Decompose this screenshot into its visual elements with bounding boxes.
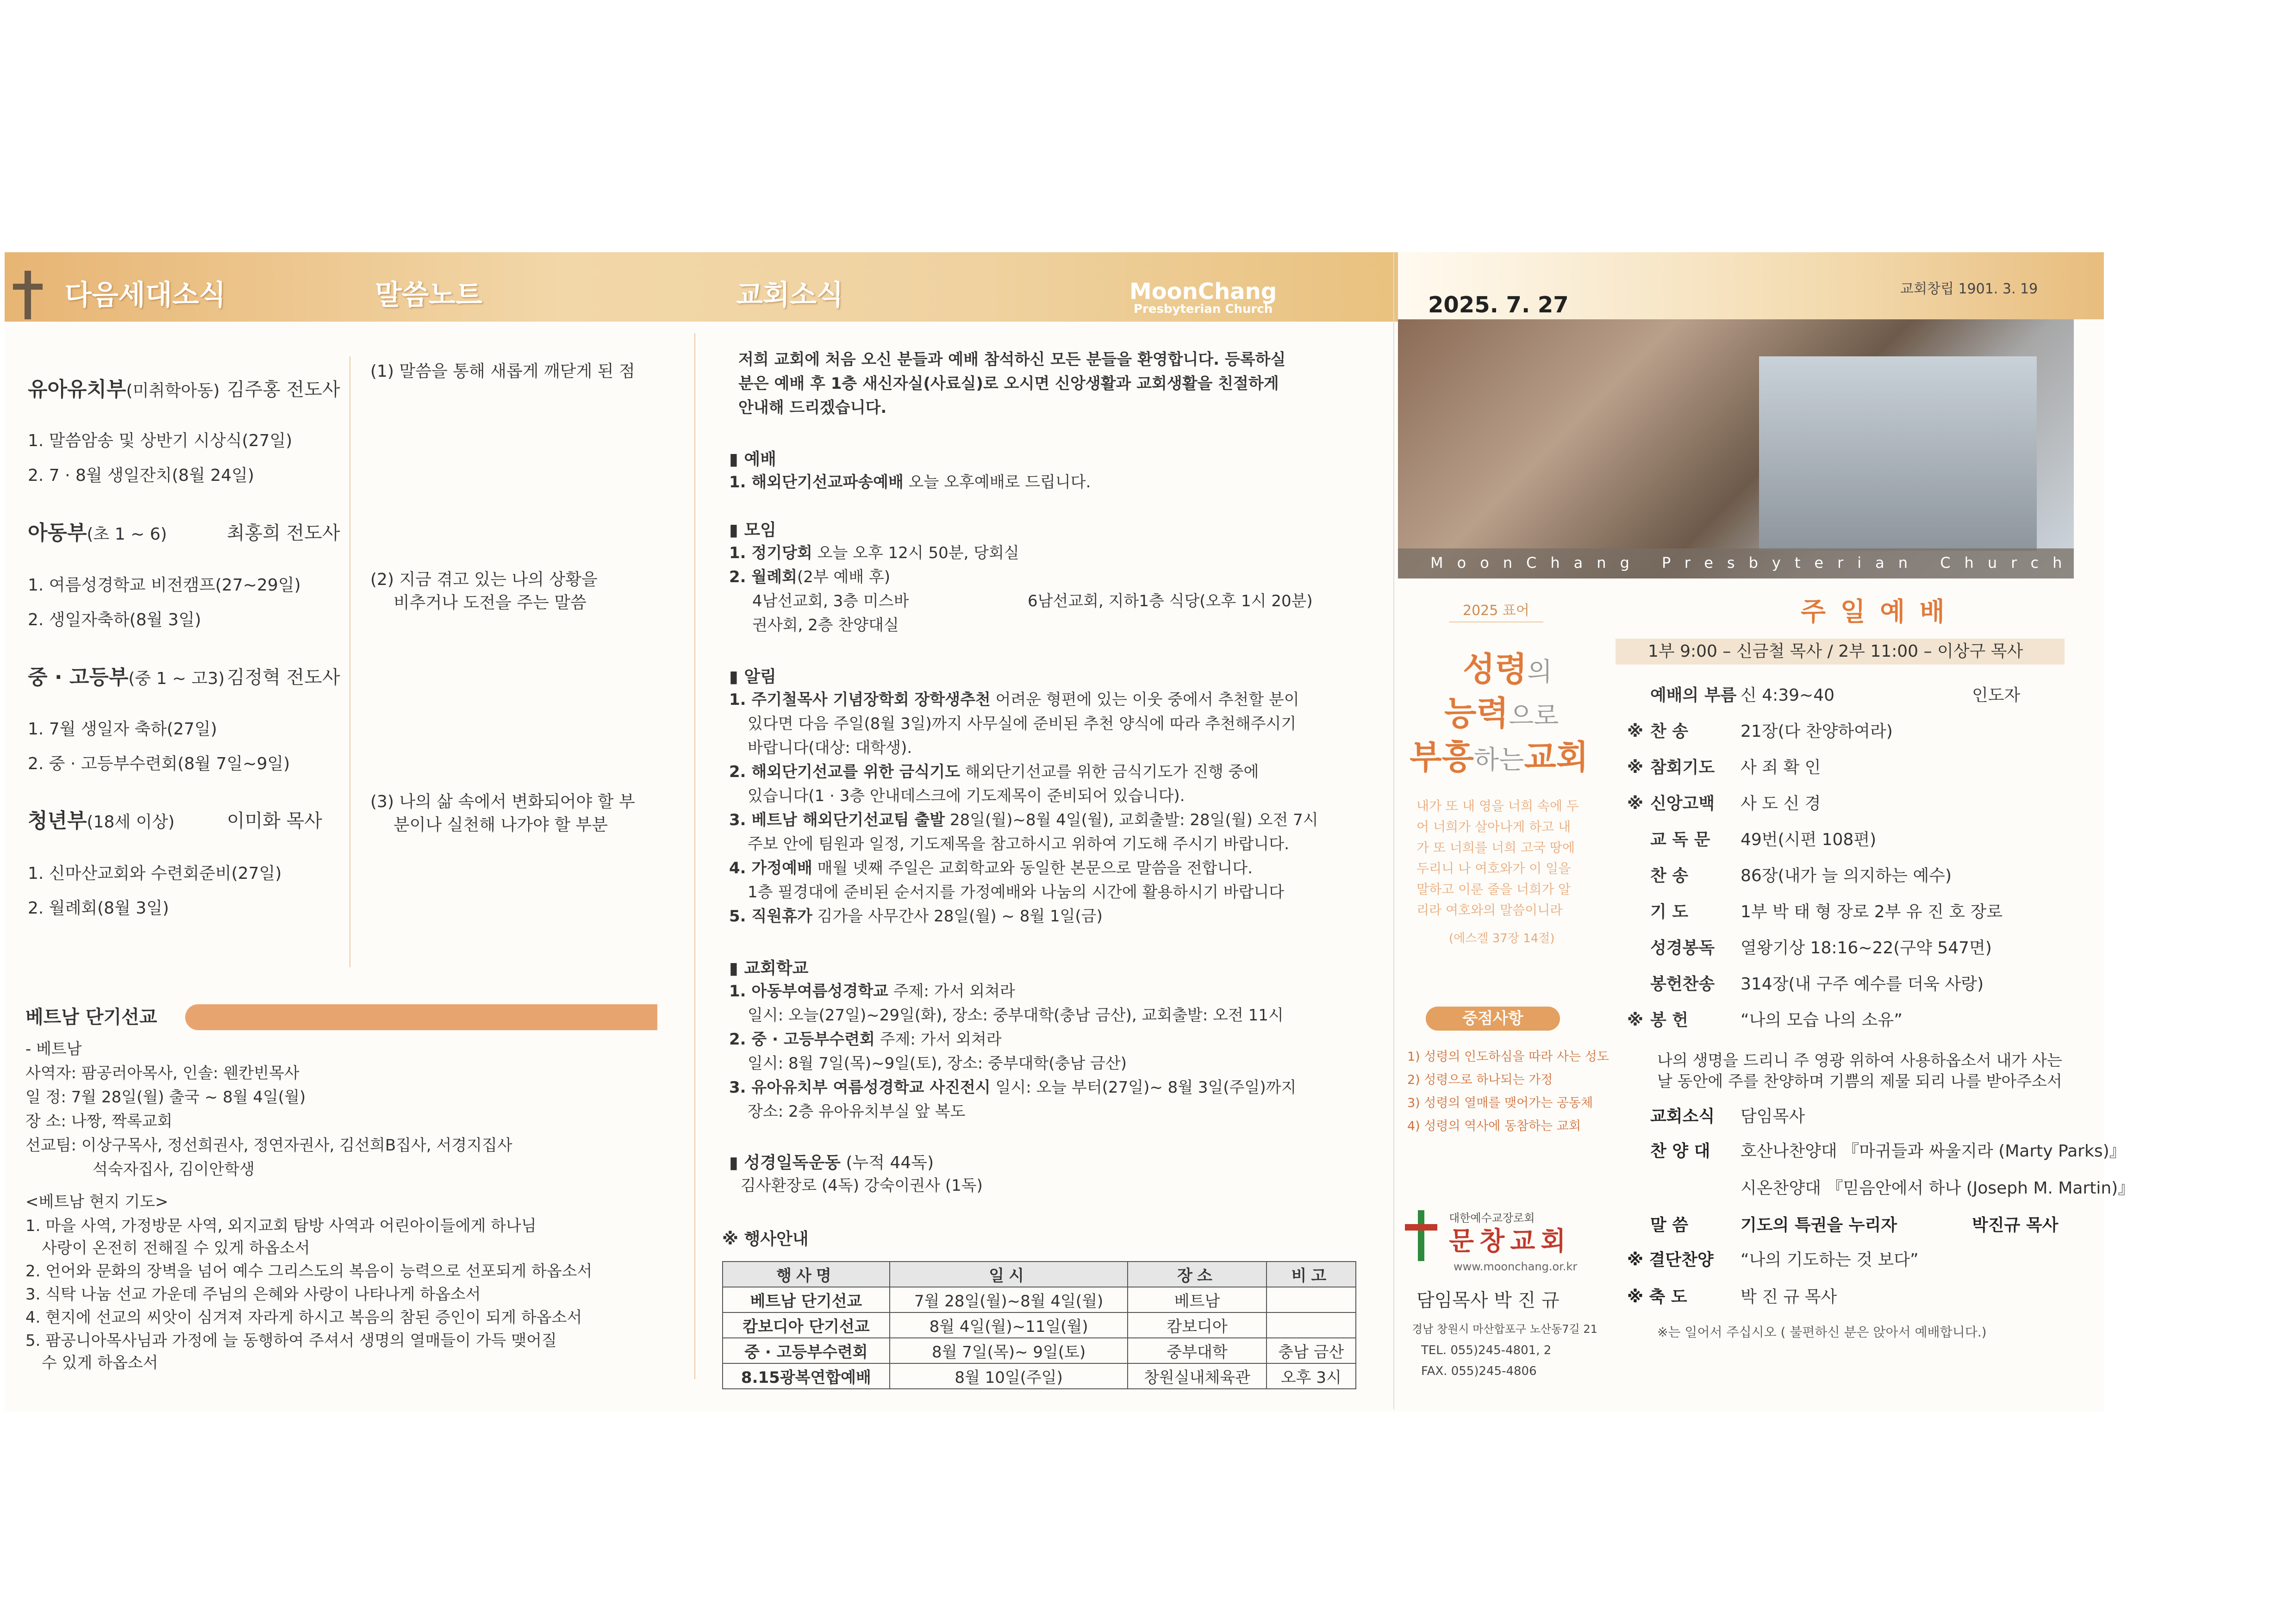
note-question: 분이나 실천해 나가야 할 부분 bbox=[393, 815, 608, 834]
church-news-title: 교회소식 bbox=[736, 279, 843, 311]
motto-line: 성령의 bbox=[1463, 650, 1553, 689]
order-value: 열왕기상 18:16~22(구약 547면) bbox=[1741, 939, 1992, 958]
order-label: 봉 헌 bbox=[1650, 1011, 1689, 1030]
news-item: 김사환장로 (4독) 강숙이권사 (1독) bbox=[741, 1176, 983, 1195]
section-leader: 김정혁 전도사 bbox=[227, 667, 340, 688]
news-heading: ▮ 교회학교 bbox=[729, 959, 809, 978]
news-item: 3. 베트남 해외단기선교팀 출발 28일(월)~8월 4일(월), 교회출발: 28일(월) 오전 7시 bbox=[729, 811, 1318, 829]
order-mark: ※ bbox=[1627, 722, 1643, 741]
prayer-item: 5. 팜공니아목사님과 가정에 늘 동행하여 주셔서 생명의 열매들이 가득 맺어질 bbox=[25, 1331, 557, 1350]
order-value: 신 4:39~40 bbox=[1741, 686, 1835, 705]
fold-divider bbox=[1393, 252, 1394, 1409]
order-mark: ※ bbox=[1627, 758, 1643, 777]
senior-pastor: 담임목사 박 진 규 bbox=[1416, 1290, 1560, 1311]
table-row bbox=[723, 1287, 1356, 1312]
news-item: 주보 안에 팀원과 일정, 기도제목을 참고하시고 위하여 기도해 주시기 바랍니다. bbox=[748, 835, 1289, 853]
list-item: 2. 생일자축하(8월 3일) bbox=[28, 610, 201, 629]
next-gen-title: 다음세대소식 bbox=[65, 279, 226, 311]
news-item: 1층 필경대에 준비된 순서지를 가정예배와 나눔의 시간에 활용하시기 바랍니다 bbox=[748, 883, 1285, 902]
founded-date: 교회창립 1901. 3. 19 bbox=[1900, 281, 2038, 297]
order-value: 314장(내 구주 예수를 더욱 사랑) bbox=[1741, 975, 1984, 994]
table-cell: 충남 금산 bbox=[1267, 1338, 1356, 1363]
events-heading: ※ 행사안내 bbox=[722, 1230, 809, 1249]
list-item: 1. 말씀암송 및 상반기 시상식(27일) bbox=[28, 431, 293, 450]
order-label: 봉헌찬송 bbox=[1650, 975, 1715, 994]
list-item: 1. 신마산교회와 수련회준비(27일) bbox=[28, 864, 282, 883]
news-heading: ▮ 알림 bbox=[729, 667, 776, 686]
list-item: 1. 여름성경학교 비전캠프(27~29일) bbox=[28, 576, 301, 595]
news-item: 권사회, 2층 찬양대실 bbox=[752, 616, 899, 634]
events-table bbox=[722, 1261, 1356, 1389]
news-heading: ▮ 예배 bbox=[729, 450, 776, 469]
vietnam-line: 선교팀: 이상구목사, 정선희권사, 정연자권사, 김선희B집사, 서경지집사 bbox=[25, 1136, 512, 1155]
table-cell: 캄보디아 단기선교 bbox=[723, 1312, 890, 1338]
motto-tag: 2025 표어 bbox=[1449, 604, 1543, 622]
order-label: 말 씀 bbox=[1650, 1216, 1689, 1235]
news-item: 있다면 다음 주일(8월 3일)까지 사무실에 준비된 추천 양식에 따라 추천해주시기 bbox=[748, 715, 1297, 733]
news-item: 일시: 8월 7일(목)~9일(토), 장소: 중부대학(충남 금산) bbox=[748, 1054, 1127, 1073]
column-divider bbox=[694, 333, 695, 1379]
table-cell: 8.15광복연합예배 bbox=[723, 1363, 890, 1389]
list-item: 1. 7월 생일자 축하(27일) bbox=[28, 720, 217, 739]
section-leader: 김주홍 전도사 bbox=[227, 379, 340, 400]
bulletin-date: 2025. 7. 27 bbox=[1428, 292, 1569, 318]
prayer-item: 사랑이 온전히 전해질 수 있게 하옵소서 bbox=[42, 1239, 310, 1257]
order-value: 담임목사 bbox=[1741, 1107, 1805, 1126]
news-item: 일시: 오늘(27일)~29일(화), 장소: 중부대학(충남 금산), 교회출발: 오전 11시 bbox=[748, 1006, 1284, 1025]
order-value: “나의 기도하는 것 보다” bbox=[1741, 1250, 1919, 1269]
vietnam-title: 베트남 단기선교 bbox=[25, 1007, 157, 1028]
church-fax: FAX. 055)245-4806 bbox=[1421, 1364, 1537, 1378]
news-heading: ▮ 모임 bbox=[729, 521, 776, 540]
table-header: 행사명 bbox=[723, 1262, 890, 1287]
worship-title: 주 일 예 배 bbox=[1801, 597, 1947, 627]
table-cell: 중 · 고등부수련회 bbox=[723, 1338, 890, 1363]
focus-item: 3) 성령의 열매를 맺어가는 공동체 bbox=[1407, 1096, 1593, 1110]
table-cell: 8월 7일(목)~ 9일(토) bbox=[890, 1338, 1128, 1363]
sermon-notes-title: 말씀노트 bbox=[375, 279, 482, 311]
table-cell bbox=[1267, 1287, 1356, 1312]
table-row bbox=[723, 1312, 1356, 1338]
focus-item: 2) 성령으로 하나되는 가정 bbox=[1407, 1073, 1553, 1087]
column-divider bbox=[349, 356, 350, 967]
order-mark: ※ bbox=[1627, 794, 1643, 813]
church-address: 경남 창원시 마산합포구 노산동7길 21 bbox=[1412, 1323, 1597, 1336]
sermon-speaker: 박진규 목사 bbox=[1972, 1216, 2059, 1235]
order-value: 21장(다 찬양하여라) bbox=[1741, 722, 1893, 741]
prayer-title: <베트남 현지 기도> bbox=[25, 1193, 168, 1211]
focus-badge: 중점사항 bbox=[1426, 1007, 1560, 1031]
focus-item: 1) 성령의 인도하심을 따라 사는 성도 bbox=[1407, 1050, 1609, 1064]
table-cell: 베트남 bbox=[1128, 1287, 1266, 1312]
vietnam-line: 일 정: 7월 28일(월) 출국 ~ 8월 4일(월) bbox=[25, 1088, 306, 1107]
order-label: ※ 축 도 bbox=[1627, 1287, 1687, 1306]
motto-line: 능력으로 bbox=[1444, 694, 1559, 733]
news-item: 1. 해외단기선교파송예배 오늘 오후예배로 드립니다. bbox=[729, 473, 1091, 491]
order-label: ※ 결단찬양 bbox=[1627, 1250, 1714, 1269]
note-question: (1) 말씀을 통해 새롭게 깨닫게 된 점 bbox=[370, 362, 635, 381]
table-cell: 오후 3시 bbox=[1267, 1363, 1356, 1389]
table-cell: 베트남 단기선교 bbox=[723, 1287, 890, 1312]
table-cell: 캄보디아 bbox=[1128, 1312, 1266, 1338]
prayer-item: 3. 식탁 나눔 선교 가운데 주님의 은혜와 사랑이 나타나게 하옵소서 bbox=[25, 1285, 481, 1304]
news-item: 5. 직원휴가 김가을 사무간사 28일(월) ~ 8월 1일(금) bbox=[729, 907, 1103, 926]
order-value: 1부 박 태 형 장로 2부 유 진 호 장로 bbox=[1741, 902, 2003, 921]
table-cell: 7월 28일(월)~8월 4일(월) bbox=[890, 1287, 1128, 1312]
order-value: 사 도 신 경 bbox=[1741, 794, 1821, 813]
news-item: 6남선교회, 지하1층 식당(오후 1시 20분) bbox=[1028, 592, 1313, 610]
list-item: 2. 중 · 고등부수련회(8월 7일~9일) bbox=[28, 754, 290, 773]
news-item: 1. 주기철목사 기념장학회 장학생추천 어려운 형편에 있는 이웃 중에서 추천할 분이 bbox=[729, 690, 1299, 709]
church-cross-icon bbox=[1405, 1210, 1437, 1261]
table-header: 장소 bbox=[1128, 1262, 1266, 1287]
worship-times: 1부 9:00 – 신금철 목사 / 2부 11:00 – 이상구 목사 bbox=[1648, 642, 2023, 661]
church-band-text: MoonChang Presbyterian Church bbox=[1430, 554, 2076, 572]
vietnam-line: 석숙자집사, 김이안학생 bbox=[93, 1160, 255, 1179]
news-item: 4남선교회, 3층 미스바 bbox=[752, 592, 909, 610]
note-question: (3) 나의 삶 속에서 변화되어야 할 부 bbox=[370, 792, 635, 811]
table-header: 비고 bbox=[1267, 1262, 1356, 1287]
motto-line: 부흥하는교회 bbox=[1410, 738, 1589, 777]
prayer-item: 1. 마을 사역, 가정방문 사역, 외지교회 탐방 사역과 어린아이들에게 하나님 bbox=[25, 1217, 537, 1235]
order-label: 찬 양 대 bbox=[1650, 1142, 1710, 1161]
order-label: 성경봉독 bbox=[1650, 939, 1715, 958]
list-item: 2. 월례회(8월 3일) bbox=[28, 899, 169, 918]
offering-lyrics: 날 동안에 주를 찬양하며 기쁨의 제물 되리 나를 받아주소서 bbox=[1657, 1072, 2062, 1091]
order-value: 49번(시편 108편) bbox=[1741, 830, 1877, 849]
news-item: 장소: 2층 유아유치부실 앞 복도 bbox=[748, 1102, 966, 1121]
order-label: 참회기도 bbox=[1650, 758, 1715, 777]
section-title: 유아유치부(미취학아동) bbox=[28, 378, 220, 401]
sermon-title: 기도의 특권을 누리자 bbox=[1741, 1216, 1897, 1235]
order-value: 시온찬양대 『믿음안에서 하나 (Joseph M. Martin)』 bbox=[1741, 1179, 2135, 1198]
order-label: 찬 송 bbox=[1650, 866, 1689, 885]
table-cell bbox=[1267, 1312, 1356, 1338]
table-cell: 창원실내체육관 bbox=[1128, 1363, 1266, 1389]
section-title: 청년부(18세 이상) bbox=[28, 809, 175, 833]
table-cell: 8월 10일(주일) bbox=[890, 1363, 1128, 1389]
vietnam-line: 사역자: 팜공러아목사, 인솔: 웬칸빈목사 bbox=[25, 1064, 299, 1082]
table-row bbox=[723, 1363, 1356, 1389]
table-header-row bbox=[723, 1262, 1356, 1287]
table-row bbox=[723, 1338, 1356, 1363]
order-label: 찬 송 bbox=[1650, 722, 1689, 741]
focus-item: 4) 성령의 역사에 동참하는 교회 bbox=[1407, 1119, 1581, 1133]
table-header: 일시 bbox=[890, 1262, 1128, 1287]
table-cell: 중부대학 bbox=[1128, 1338, 1266, 1363]
section-title: 아동부(초 1 ~ 6) bbox=[28, 521, 167, 545]
vietnam-sub: - 베트남 bbox=[25, 1040, 82, 1058]
prayer-item: 4. 현지에 선교의 씨앗이 심겨져 자라게 하시고 복음의 참된 증인이 되게 하옵소서 bbox=[25, 1308, 582, 1327]
prayer-item: 2. 언어와 문화의 장벽을 넘어 예수 그리스도의 복음이 능력으로 선포되게 하옵소서 bbox=[25, 1262, 593, 1281]
order-mark: ※ bbox=[1627, 1011, 1643, 1030]
order-value: 사 죄 확 인 bbox=[1741, 758, 1821, 777]
section-leader: 최홍희 전도사 bbox=[227, 522, 340, 544]
list-item: 2. 7 · 8월 생일잔치(8월 24일) bbox=[28, 466, 255, 485]
news-item: 있습니다(1 · 3층 안내데스크에 기도제목이 준비되어 있습니다). bbox=[748, 787, 1185, 805]
news-item: 1. 아동부여름성경학교 주제: 가서 외쳐라 bbox=[729, 982, 1015, 1001]
news-item: 3. 유아유치부 여름성경학교 사진전시 일시: 오늘 부터(27일)~ 8월 3일(주일)까지 bbox=[729, 1078, 1297, 1097]
church-tel: TEL. 055)245-4801, 2 bbox=[1421, 1343, 1552, 1357]
cross-icon bbox=[9, 271, 46, 322]
news-item: 1. 정기당회 오늘 오후 12시 50분, 당회실 bbox=[729, 544, 1019, 562]
order-value: “나의 모습 나의 소유” bbox=[1741, 1011, 1903, 1030]
vietnam-line: 장 소: 나짱, 짝록교회 bbox=[25, 1112, 173, 1131]
news-item: 2. 월례회(2부 예배 후) bbox=[729, 568, 891, 586]
welcome-text: 분은 예배 후 1층 새신자실(사료실)로 오시면 신앙생활과 교회생활을 친절하게 bbox=[738, 374, 1279, 393]
order-label: 교 독 문 bbox=[1650, 830, 1710, 849]
note-question: 비추거나 도전을 주는 말씀 bbox=[393, 593, 586, 612]
prayer-item: 수 있게 하옵소서 bbox=[42, 1354, 158, 1372]
section-leader: 이미화 목사 bbox=[227, 810, 322, 832]
standing-note: ※는 일어서 주십시오 ( 불편하신 분은 앉아서 예배합니다.) bbox=[1657, 1325, 1987, 1340]
order-label: 예배의 부름 bbox=[1650, 686, 1737, 705]
church-building-image bbox=[1759, 356, 2037, 551]
section-title: 중 · 고등부(중 1 ~ 고3) bbox=[28, 665, 225, 689]
news-heading: ▮ 성경일독운동 (누적 44독) bbox=[729, 1153, 934, 1172]
order-value: 박 진 규 목사 bbox=[1741, 1287, 1837, 1306]
order-label: 기 도 bbox=[1650, 902, 1689, 921]
order-right: 인도자 bbox=[1972, 686, 2021, 705]
moonchang-logo: MoonChang Presbyterian Church bbox=[1129, 279, 1277, 317]
accent-bar bbox=[185, 1004, 657, 1030]
welcome-text: 안내해 드리겠습니다. bbox=[738, 398, 887, 417]
offering-lyrics: 나의 생명을 드리니 주 영광 위하여 사용하옵소서 내가 사는 bbox=[1657, 1051, 2062, 1070]
order-label: 교회소식 bbox=[1650, 1107, 1715, 1126]
news-item: 4. 가정예배 매월 넷째 주일은 교회학교와 동일한 본문으로 말씀을 전합니다. bbox=[729, 859, 1253, 877]
news-item: 2. 중 · 고등부수련회 주제: 가서 외쳐라 bbox=[729, 1030, 1002, 1049]
order-value: 호산나찬양대 『마귀들과 싸울지라 (Marty Parks)』 bbox=[1741, 1142, 2126, 1161]
church-photo bbox=[1398, 319, 2074, 578]
order-label: 신앙고백 bbox=[1650, 794, 1715, 813]
welcome-text: 저희 교회에 처음 오신 분들과 예배 참석하신 모든 분들을 환영합니다. 등록하실 bbox=[738, 350, 1286, 369]
order-value: 86장(내가 늘 의지하는 예수) bbox=[1741, 866, 1952, 885]
table-cell: 8월 4일(월)~11일(월) bbox=[890, 1312, 1128, 1338]
note-question: (2) 지금 겪고 있는 나의 상황을 bbox=[370, 570, 598, 589]
news-item: 바랍니다(대상: 대학생). bbox=[748, 739, 912, 757]
news-item: 2. 해외단기선교를 위한 금식기도 해외단기선교를 위한 금식기도가 진행 중에 bbox=[729, 763, 1259, 781]
